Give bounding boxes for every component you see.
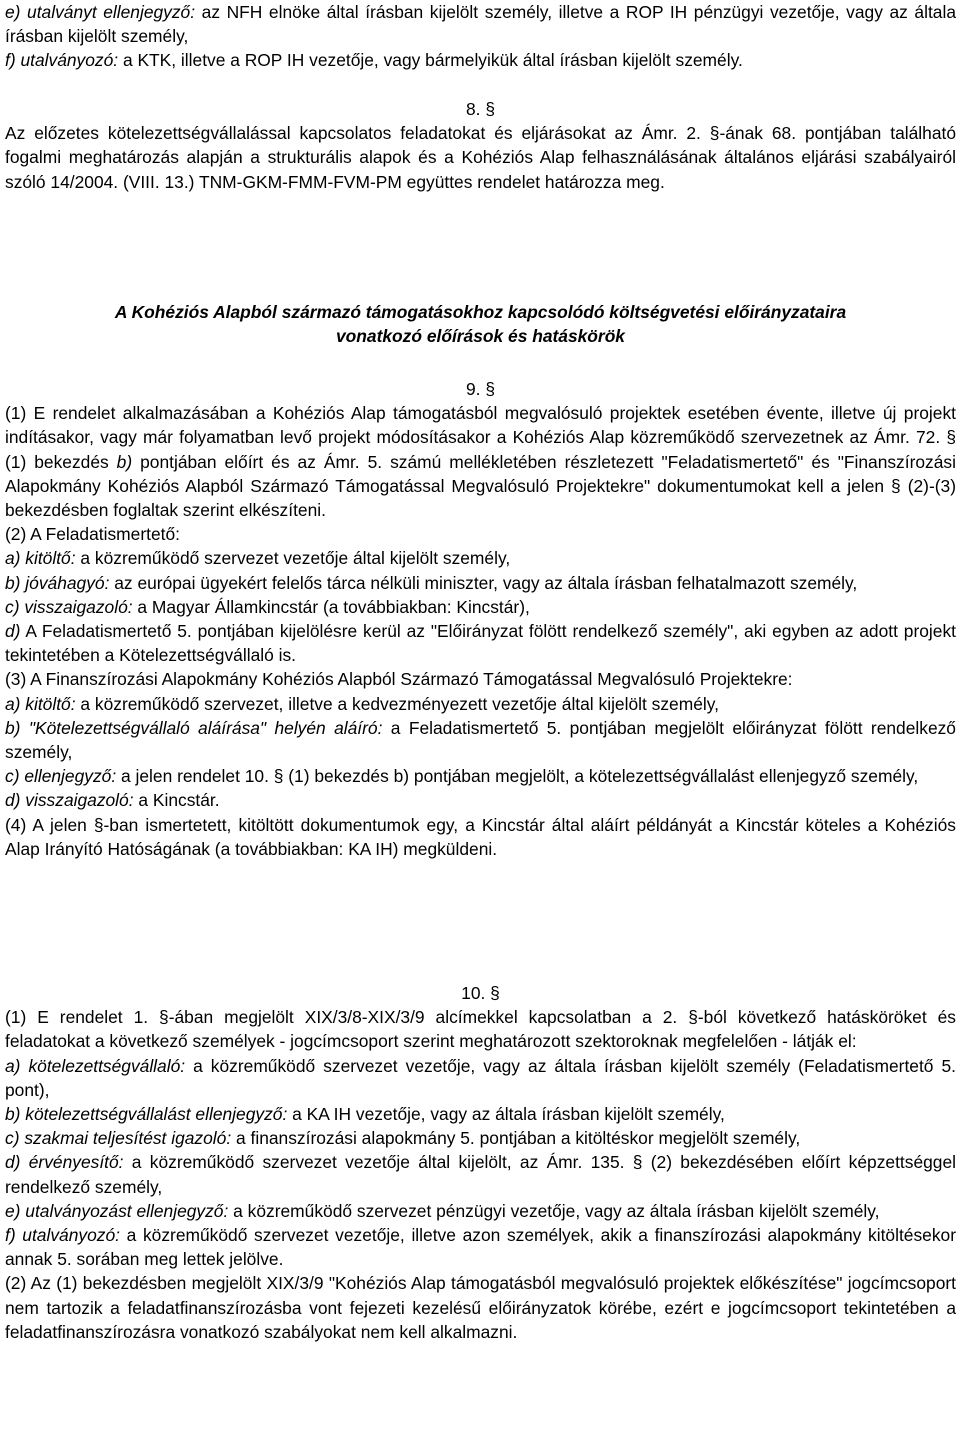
item-label: c) ellenjegyző: [5, 766, 117, 787]
list-item [5, 692, 956, 716]
item-text: az NFH elnöke által írásban kijelölt személy, illetve a ROP IH pénzügyi vezetője, vagy az általa írásban kijelölt személy, [5, 2, 956, 47]
item-label: b) jóváhagyó: [5, 572, 110, 593]
item-label: d) visszaigazoló: [5, 790, 134, 811]
list-item [5, 788, 956, 812]
paragraph-2: (2) Az (1) bekezdésben megjelölt XIX/3/9 "Kohéziós Alap támogatásból megvalósuló projektek előkészítése" jogcímcsoport nem tartozik a feladatfinanszírozásba vont fejezeti kezelésű előirányzatok körébe, ezért e jogcímcsoport tekintetében a feladatfinanszírozásra vonatkozó szabályokat nem kell alkalmazni. [5, 1273, 956, 1342]
chapter-title-line-1: A Kohéziós Alapból származó támogatásokhoz kapcsolódó költségvetési előirányzataira [114, 302, 847, 322]
section-8 [5, 97, 956, 194]
top-items [5, 0, 956, 73]
item-label: e) utalványozást ellenjegyző: [5, 1200, 229, 1221]
item-text: A Feladatismertető 5. pontjában kijelölésre kerül az "Előirányzat fölött rendelkező személy", aki egyben az adott projekt tekintetében a Kötelezettségvállaló is. [5, 621, 956, 666]
paragraph-1 [5, 401, 956, 522]
item-label: a) kötelezettségvállaló: [5, 1055, 186, 1076]
item-text: a KTK, illetve a ROP IH vezetője, vagy bármelyikük által írásban kijelölt személy. [118, 50, 743, 71]
chapter-title-line-2: vonatkozó előírások és hatáskörök [336, 326, 625, 347]
section-9 [5, 377, 956, 861]
chapter-title [5, 300, 956, 348]
item-label: c) szakmai teljesítést igazoló: [5, 1128, 232, 1149]
item-text: a Feladatismertető 5. pontjában megjelölt előirányzat fölött rendelkező személy, [5, 717, 956, 763]
item-text: a Magyar Államkincstár (a továbbiakban: Kincstár), [132, 596, 530, 617]
item-text: a közreműködő szervezet vezetője által kijelölt személy, [75, 548, 511, 569]
item-text: a közreműködő szervezet vezetője által kijelölt, az Ámr. 135. § (2) bekezdésében előírt képzettséggel rendelkező személy, [5, 1152, 956, 1197]
item-label: d) érvényesítő: [5, 1152, 124, 1173]
item-e [5, 0, 956, 48]
list-item [5, 1150, 956, 1198]
item-label: a) kitöltő: [5, 693, 76, 714]
item-text: a finanszírozási alapokmány 5. pontjában a kitöltéskor megjelölt személy, [231, 1128, 801, 1149]
item-label: a) kitöltő: [5, 548, 76, 569]
paragraph-3: (3) A Finanszírozási Alapokmány Kohéziós Alapból Származó Támogatással Megvalósuló Projektekre: [5, 669, 793, 690]
paragraph-4: (4) A jelen §-ban ismertetett, kitöltött dokumentumok egy, a Kincstár által aláírt példányát a Kincstár köteles a Kohéziós Alap Irányító Hatóságának (a továbbiakban: KA IH) megküldeni. [5, 814, 956, 859]
item-label: c) visszaigazoló: [5, 596, 133, 617]
item-text: a közreműködő szervezet, illetve a kedvezményezett vezetője által kijelölt személy, [75, 693, 719, 714]
item-label: f) utalványozó: [5, 50, 119, 71]
list-item [5, 619, 956, 667]
list-item [5, 1199, 956, 1223]
text-run-italic: b) [116, 451, 133, 472]
paragraph-1: (1) E rendelet 1. §-ában megjelölt XIX/3/8-XIX/3/9 alcímekkel kapcsolatban a 2. §-ból következő hatásköröket és feladatokat a következő személyek - jogcímcsoport szerint meghatározott szektoroknak megfelelően - látják el: [5, 1007, 956, 1052]
item-label: e) utalványt ellenjegyző: [5, 2, 196, 22]
item-text: az európai ügyekért felelős tárca nélküli miniszter, vagy az általa írásban felhatalmazott személy, [109, 572, 858, 593]
item-text: a közreműködő szervezet vezetője, vagy az általa írásban kijelölt személy (Feladatismertető 5. pont), [5, 1055, 956, 1100]
list-item [5, 595, 956, 619]
list-item [5, 716, 956, 764]
section-10 [5, 981, 956, 1344]
paragraph-2: (2) A Feladatismertető: [5, 524, 180, 545]
list-item [5, 1223, 956, 1271]
section-body: Az előzetes kötelezettségvállalással kapcsolatos feladatokat és eljárásokat az Ámr. 2. §-ának 68. pontjában található fogalmi meghatározás alapján a strukturális alapok és a Kohéziós Alap felhasználásának általános eljárási szabályairól szóló 14/2004. (VIII. 13.) TNM-GKM-FMM-FVM-PM együttes rendelet határozza meg. [5, 123, 956, 192]
text-run: (1) E rendelet alkalmazásában a Kohéziós Alap támogatásból megvalósuló projektek esetében évente, illetve új projekt indításakor, vagy már folyamatban levő projekt módosításakor a Kohéziós Alap közreműködő szervezetnek az Ámr. 72. § (1) bekezdés [5, 403, 956, 472]
list-item [5, 1126, 956, 1150]
item-text: a jelen rendelet 10. § (1) bekezdés b) pontjában megjelölt, a kötelezettségvállalást ellenjegyző személy, [116, 766, 919, 787]
section-heading: 9. § [465, 379, 495, 399]
section-heading: 10. § [461, 983, 500, 1003]
item-label: f) utalványozó: [5, 1225, 120, 1246]
text-run: pontjában előírt és az Ámr. 5. számú mellékletében részletezett "Feladatismertető" és "Finanszírozási Alapokmány Kohéziós Alapból Származó Támogatással Megvalósuló Projektekre" dokumentumokat kell a jelen § (2)-(3) bekezdésben foglaltak szerint elkészíteni. [5, 451, 956, 521]
item-label: d) [5, 621, 21, 642]
item-text: a Kincstár. [133, 790, 220, 811]
item-text: a közreműködő szervezet pénzügyi vezetője, vagy az általa írásban kijelölt személy, [228, 1200, 880, 1221]
list-item [5, 546, 956, 570]
item-label: b) kötelezettségvállalást ellenjegyző: [5, 1104, 288, 1125]
item-text: a KA IH vezetője, vagy az általa írásban kijelölt személy, [287, 1104, 725, 1125]
list-item [5, 764, 956, 788]
item-label: b) "Kötelezettségvállaló aláírása" helyén aláíró: [5, 717, 383, 738]
list-item [5, 1102, 956, 1126]
item-f [5, 48, 956, 72]
list-item [5, 571, 956, 595]
section-heading: 8. § [465, 99, 495, 119]
item-text: a közreműködő szervezet vezetője, illetve azon személyek, akik a finanszírozási alapokmány kitöltésekor annak 5. sorában meg lettek jelölve. [5, 1225, 956, 1270]
list-item [5, 1054, 956, 1102]
